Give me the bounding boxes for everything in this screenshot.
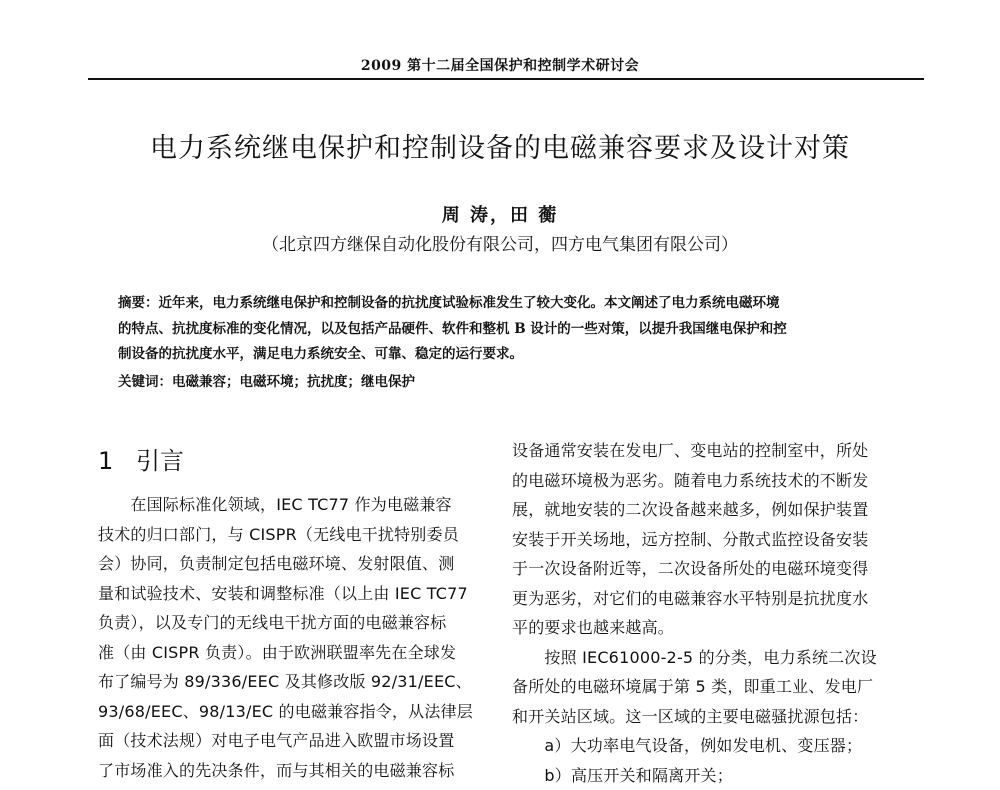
header-rule xyxy=(88,78,924,80)
section-title: 引言 xyxy=(136,447,184,475)
body-line: 93/68/EEC、98/13/EC 的电磁兼容指令，从法律层 xyxy=(98,697,490,727)
body-line: 技术的归口部门，与 CISPR（无线电干扰特别委员 xyxy=(98,520,490,550)
body-line: 准（由 CISPR 负责）。由于欧洲联盟率先在全球发 xyxy=(98,638,490,668)
abstract-text: 近年来，电力系统继电保护和控制设备的抗扰度试验标准发生了较大变化。本文阐述了电力系统电磁环境 xyxy=(159,295,780,311)
body-line: 更为恶劣，对它们的电磁兼容水平特别是抗扰度水 xyxy=(512,584,912,614)
body-line: 了市场准入的先决条件，而与其相关的电磁兼容标 xyxy=(98,756,490,786)
right-column xyxy=(512,436,912,790)
body-line: 展，就地安装的二次设备越来越多，例如保护装置 xyxy=(512,495,912,525)
body-line: 于一次设备附近等，二次设备所处的电磁环境变得 xyxy=(512,554,912,584)
abstract-line: 的特点、抗扰度标准的变化情况，以及包括产品硬件、软件和整机 B 设计的一些对策，以提升我国继电保护和控 xyxy=(118,317,888,343)
list-item: b）高压开关和隔离开关； xyxy=(512,761,912,790)
body-line: 量和试验技术、安装和调整标准（以上由 IEC TC77 xyxy=(98,579,490,609)
body-line: 面（技术法规）对电子电气产品进入欧盟市场设置 xyxy=(98,726,490,756)
running-header: 2009 第十二届全国保护和控制学术研讨会 xyxy=(0,57,1000,75)
keywords xyxy=(118,370,888,395)
abstract-line: 制设备的抗扰度水平，满足电力系统安全、可靠、稳定的运行要求。 xyxy=(118,342,888,368)
body-line: 的电磁环境极为恶劣。随着电力系统技术的不断发 xyxy=(512,466,912,496)
left-column xyxy=(98,490,490,785)
keywords-label: 关键词： xyxy=(118,374,172,390)
body-line: 和开关站区域。这一区域的主要电磁骚扰源包括： xyxy=(512,702,912,732)
body-line: 安装于开关场地，远方控制、分散式监控设备安装 xyxy=(512,525,912,555)
abstract-line xyxy=(118,291,888,317)
body-line: 在国际标准化领域，IEC TC77 作为电磁兼容 xyxy=(98,490,490,520)
authors: 周 涛，田 蘅 xyxy=(0,203,1000,229)
body-line: 按照 IEC61000-2-5 的分类，电力系统二次设 xyxy=(512,643,912,673)
list-item: a）大功率电气设备，例如发电机、变压器； xyxy=(512,731,912,761)
keywords-text: 电磁兼容；电磁环境；抗扰度；继电保护 xyxy=(172,374,415,390)
affiliation: （北京四方继保自动化股份有限公司，四方电气集团有限公司） xyxy=(0,233,1000,257)
section-number: 1 xyxy=(98,445,136,477)
body-line: 会）协同，负责制定包括电磁环境、发射限值、测 xyxy=(98,549,490,579)
body-line: 负责），以及专门的无线电干扰方面的电磁兼容标 xyxy=(98,608,490,638)
abstract xyxy=(118,291,888,368)
body-line: 布了编号为 89/336/EEC 及其修改版 92/31/EEC、 xyxy=(98,667,490,697)
section-heading xyxy=(98,445,398,477)
body-line: 备所处的电磁环境属于第 5 类，即重工业、发电厂 xyxy=(512,672,912,702)
abstract-label: 摘要： xyxy=(118,295,159,311)
body-line: 设备通常安装在发电厂、变电站的控制室中，所处 xyxy=(512,436,912,466)
paper-title: 电力系统继电保护和控制设备的电磁兼容要求及设计对策 xyxy=(0,130,1000,168)
body-line: 平的要求也越来越高。 xyxy=(512,613,912,643)
